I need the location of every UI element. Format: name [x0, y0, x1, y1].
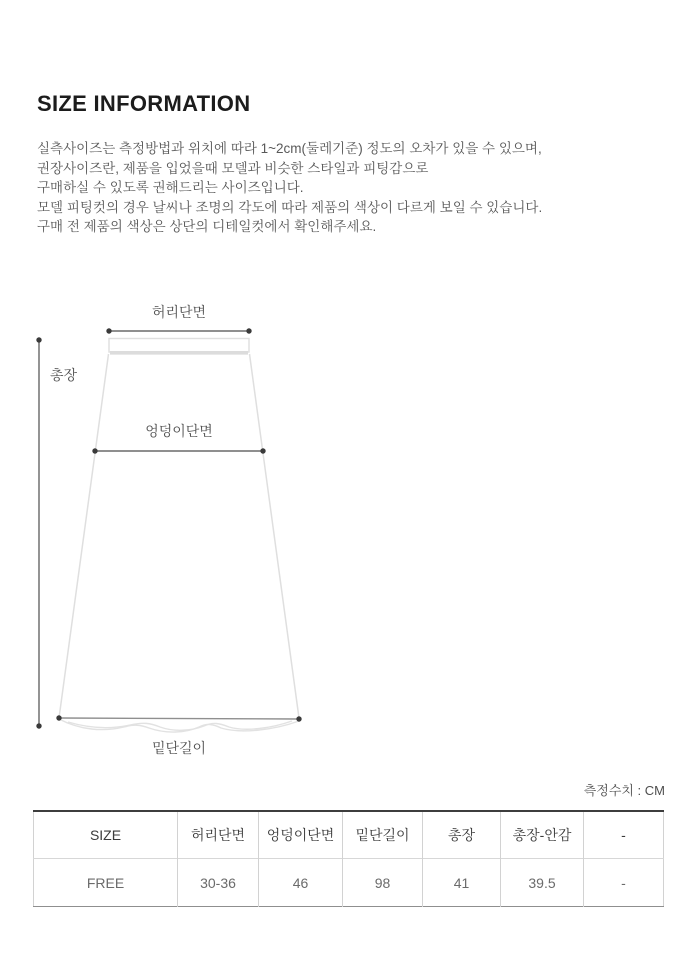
- size-table-cell: 39.5: [501, 859, 584, 907]
- waist-measure-dot-right: [246, 328, 251, 333]
- hip-width-label: 엉덩이단면: [145, 423, 213, 439]
- size-notice-line: 실측사이즈는 측정방법과 위치에 따라 1~2cm(둘레기준) 정도의 오차가 있을 수 있으며,: [37, 141, 542, 156]
- waist-width-label: 허리단면: [151, 304, 207, 320]
- size-table-header: 총장: [423, 811, 501, 859]
- size-table-cell: 98: [343, 859, 423, 907]
- skirt-waistband-outline: [109, 339, 249, 353]
- size-table-cell: 46: [259, 859, 343, 907]
- hem-measure-dot-right: [296, 716, 301, 721]
- size-table-header: 엉덩이단면: [259, 811, 343, 859]
- size-table-cell: -: [584, 859, 664, 907]
- skirt-side-right: [250, 354, 300, 718]
- page-title: SIZE INFORMATION: [37, 91, 251, 116]
- size-table-header: 허리단면: [178, 811, 259, 859]
- size-table-cell: 30-36: [178, 859, 259, 907]
- size-table-cell: FREE: [34, 859, 178, 907]
- size-table-row-free: [34, 859, 664, 907]
- size-table: [33, 810, 664, 907]
- measurement-unit-note: 측정수치 : CM: [583, 783, 665, 798]
- size-table-cell: 41: [423, 859, 501, 907]
- size-table-header-row: [34, 811, 664, 859]
- total-length-dot-bottom: [36, 723, 41, 728]
- size-table-header: -: [584, 811, 664, 859]
- hem-measure-dot-left: [56, 715, 61, 720]
- hip-measure-dot-left: [92, 448, 97, 453]
- size-notice-line: 모델 피팅컷의 경우 날씨나 조명의 각도에 따라 제품의 색상이 다르게 보일 수 있습니다.: [37, 199, 543, 215]
- hem-measure-line: [59, 718, 299, 719]
- hem-length-label: 밑단길이: [151, 740, 207, 756]
- size-notice-line: 구매하실 수 있도록 권해드리는 사이즈입니다.: [37, 180, 304, 195]
- total-length-dot-top: [36, 337, 41, 342]
- waist-measure-dot-left: [106, 328, 111, 333]
- size-table-header: 총장-안감: [501, 811, 584, 859]
- skirt-side-left: [59, 354, 109, 718]
- size-table-header: 밑단길이: [343, 811, 423, 859]
- skirt-hem-wave-inner: [68, 721, 292, 730]
- hip-measure-dot-right: [260, 448, 265, 453]
- total-length-label: 총장: [50, 367, 78, 383]
- size-table-header: SIZE: [89, 827, 122, 843]
- size-notice-line: 권장사이즈란, 제품을 입었을때 모델과 비슷한 스타일과 피팅감으로: [37, 160, 429, 176]
- size-notice-line: 구매 전 제품의 색상은 상단의 디테일컷에서 확인해주세요.: [37, 219, 377, 234]
